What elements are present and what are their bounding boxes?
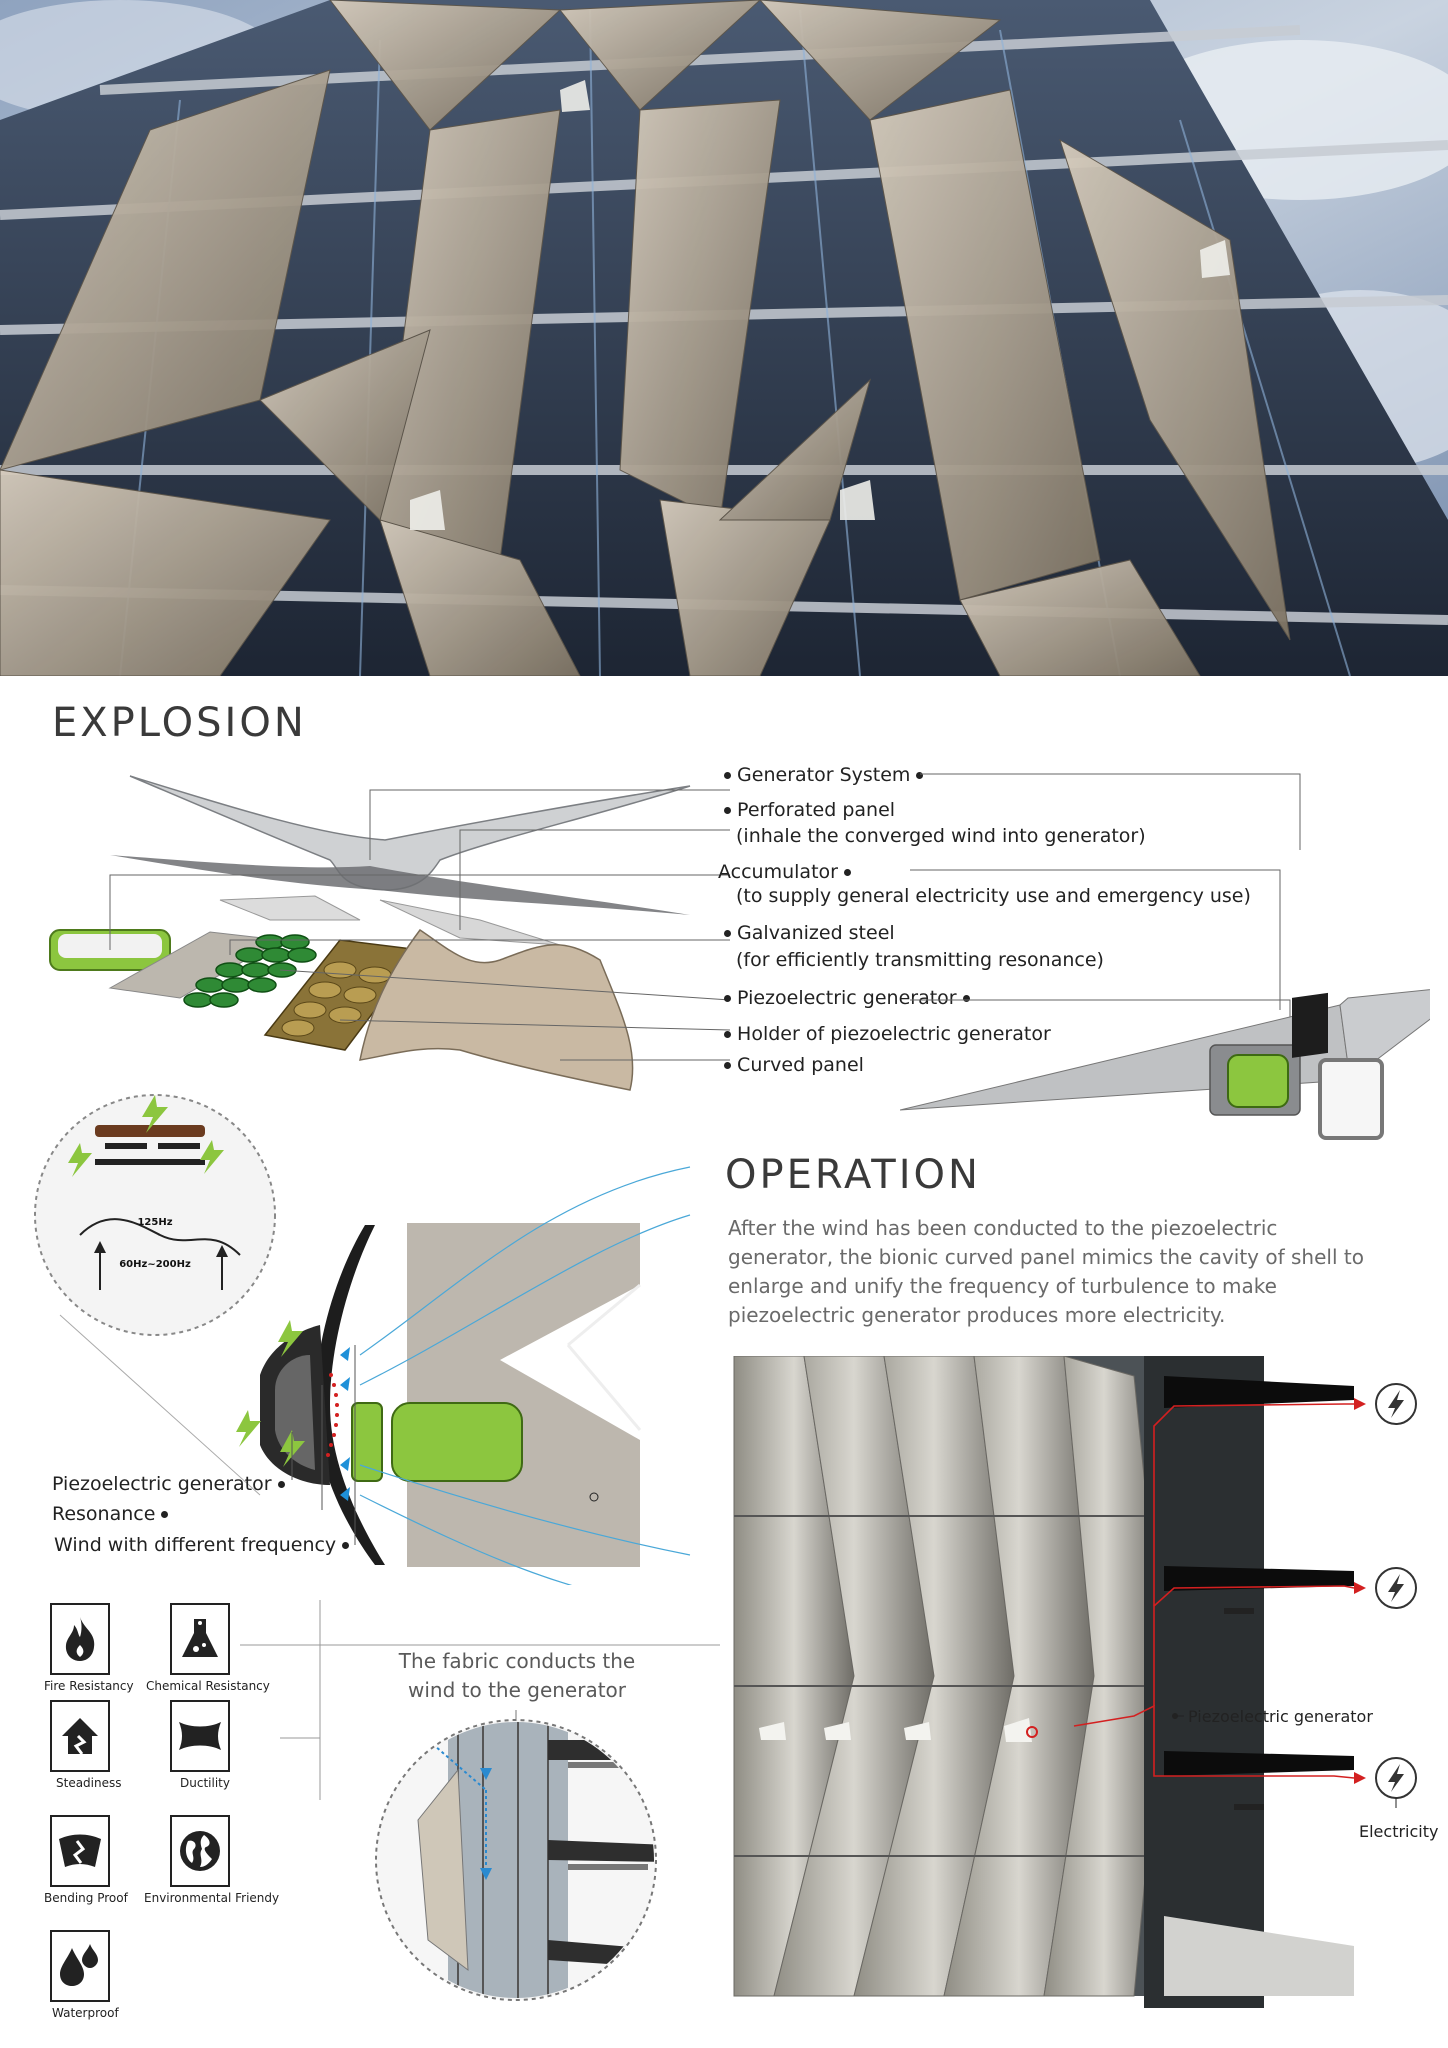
fabric-caption: The fabric conducts the wind to the generator bbox=[398, 1649, 636, 1702]
label-text: Piezoelectric generator bbox=[737, 987, 957, 1009]
label-curved-panel bbox=[724, 1054, 864, 1076]
property-steadiness bbox=[50, 1700, 122, 1790]
property-label: Steadiness bbox=[56, 1776, 122, 1790]
property-waterproof bbox=[50, 1930, 119, 2020]
property-bending-proof bbox=[44, 1815, 128, 1905]
leader-dot bbox=[724, 772, 731, 779]
leader-dot bbox=[278, 1481, 285, 1488]
label-text: Galvanized steel bbox=[737, 922, 895, 944]
label-text: Curved panel bbox=[737, 1054, 864, 1076]
waterdrop-icon bbox=[50, 1930, 110, 2002]
bending-icon bbox=[50, 1815, 110, 1887]
leader-dot bbox=[342, 1542, 349, 1549]
property-label: Fire Resistancy bbox=[44, 1679, 134, 1693]
label-text: Resonance bbox=[52, 1503, 156, 1525]
frequency-range-label: 60Hz~200Hz bbox=[119, 1259, 191, 1270]
house-crack-icon bbox=[50, 1700, 110, 1772]
facade-label-piezoelectric-generator: Piezoelectric generator bbox=[1188, 1707, 1373, 1726]
leader-dot bbox=[724, 1062, 731, 1069]
label-galvanized-steel bbox=[724, 922, 895, 944]
property-fire-resistancy bbox=[44, 1603, 134, 1693]
globe-icon bbox=[170, 1815, 230, 1887]
operation-paragraph: After the wind has been conducted to the piezoelectric generator, the bionic curved panel mimics the cavity of shell to enlarge and unify the frequency of turbulence to make piezoelectric generator produces more electricity. bbox=[728, 1216, 1364, 1327]
fire-icon bbox=[50, 1603, 110, 1675]
label-galvanized-steel-sub: (for efficiently transmitting resonance) bbox=[736, 949, 1104, 971]
detail-label-wind bbox=[54, 1534, 349, 1556]
label-generator-system bbox=[724, 764, 923, 786]
label-text: Perforated panel bbox=[737, 799, 896, 821]
facade-operation-render bbox=[714, 1356, 1448, 2008]
detail-label-resonance bbox=[52, 1503, 168, 1525]
assembled-module-drawing bbox=[900, 760, 1430, 1160]
property-label: Bending Proof bbox=[44, 1891, 128, 1905]
label-text: Holder of piezoelectric generator bbox=[737, 1023, 1051, 1045]
label-accumulator bbox=[718, 861, 851, 883]
leader-dot bbox=[724, 807, 731, 814]
detail-label-piezoelectric-generator bbox=[52, 1473, 285, 1495]
property-ductility bbox=[170, 1700, 230, 1790]
leader-dot bbox=[844, 869, 851, 876]
fabric-detail-circle bbox=[368, 1710, 668, 2020]
flask-icon bbox=[170, 1603, 230, 1675]
property-label: Waterproof bbox=[52, 2006, 119, 2020]
leader-dot bbox=[724, 930, 731, 937]
label-perforated-panel-sub: (inhale the converged wind into generator) bbox=[736, 825, 1146, 847]
operation-title: OPERATION bbox=[725, 1152, 981, 1198]
ductility-icon bbox=[170, 1700, 230, 1772]
label-accumulator-sub: (to supply general electricity use and emergency use) bbox=[736, 885, 1251, 907]
leader-dot bbox=[724, 995, 731, 1002]
leader-dot bbox=[724, 1031, 731, 1038]
explosion-exploded-drawing bbox=[40, 770, 740, 1100]
hero-facade-render bbox=[0, 0, 1448, 676]
label-text: Generator System bbox=[737, 764, 911, 786]
property-environmental-friendly bbox=[144, 1815, 280, 1905]
explosion-title: EXPLOSION bbox=[52, 700, 307, 746]
electricity-label: Electricity bbox=[1359, 1822, 1439, 1841]
property-label: Ductility bbox=[180, 1776, 230, 1790]
property-label: Chemical Resistancy bbox=[146, 1679, 270, 1693]
label-text: Wind with different frequency bbox=[54, 1534, 337, 1556]
property-label: Environmental Friendy bbox=[144, 1891, 280, 1905]
property-chemical-resistancy bbox=[146, 1603, 270, 1693]
frequency-high-label: 125Hz bbox=[137, 1217, 173, 1228]
leader-dot bbox=[161, 1511, 168, 1518]
label-text: Accumulator bbox=[718, 861, 838, 883]
label-perforated-panel bbox=[724, 799, 895, 821]
label-text: Piezoelectric generator bbox=[52, 1473, 272, 1495]
